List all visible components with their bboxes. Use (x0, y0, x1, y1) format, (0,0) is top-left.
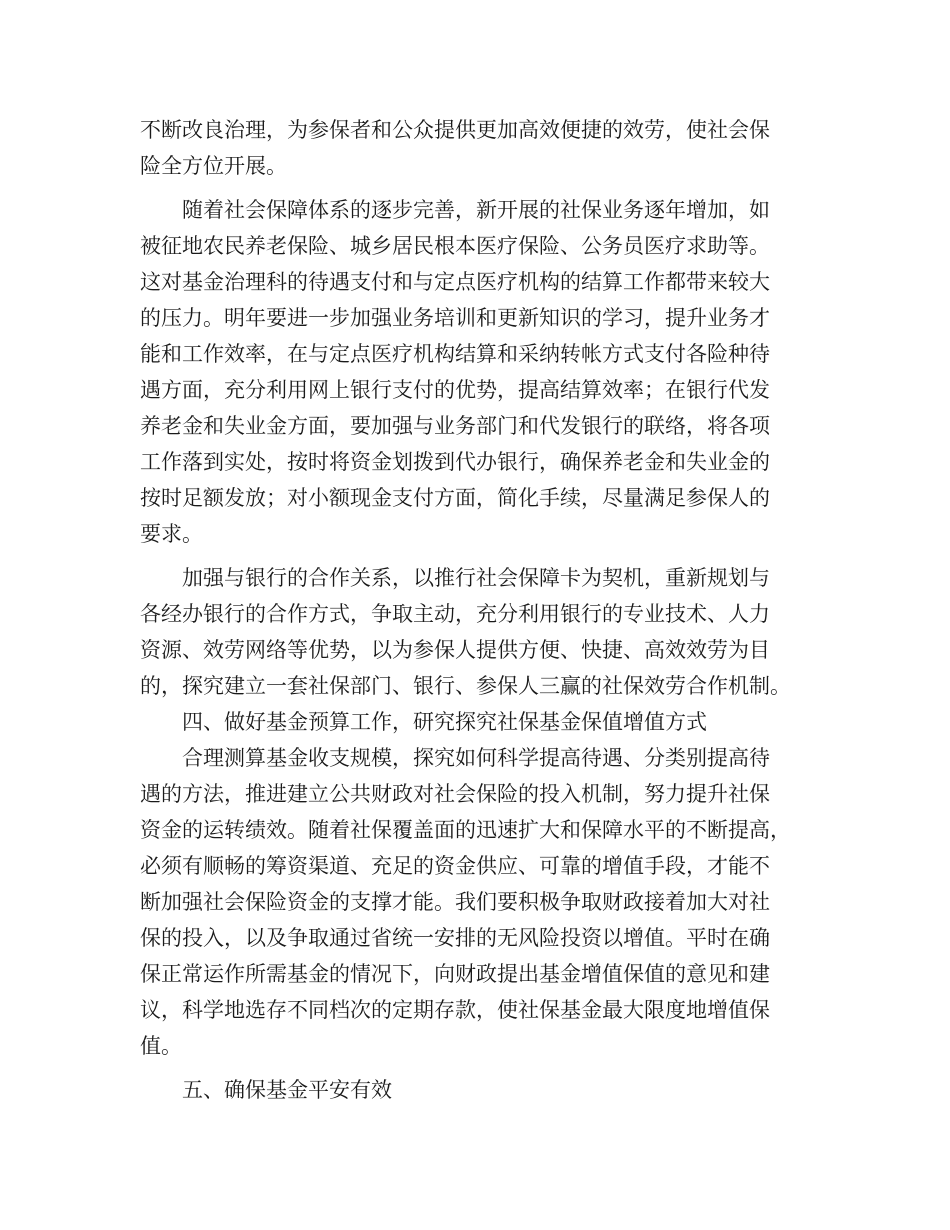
text-line: 养老金和失业金方面，要加强与业务部门和代发银行的联络，将各项 (140, 414, 770, 438)
text-line: 这对基金治理科的待遇支付和与定点医疗机构的结算工作都带来较大 (140, 270, 770, 294)
text-line: 要求。 (140, 522, 203, 546)
text-line: 能和工作效率，在与定点医疗机构结算和采纳转帐方式支付各险种待 (140, 342, 770, 366)
paragraph-bank-cooperation (140, 560, 812, 704)
text-line: 遇的方法，推进建立公共财政对社会保险的投入机制，努力提升社保 (140, 782, 770, 806)
section-heading-five: 五、确保基金平安有效 (182, 1078, 392, 1102)
text-line: 各经办银行的合作方式，争取主动，充分利用银行的专业技术、人力 (140, 602, 770, 626)
document-body (140, 112, 812, 1108)
text-line: 工作落到实处，按时将资金划拨到代办银行，确保养老金和失业金的 (140, 450, 770, 474)
text-line: 按时足额发放；对小额现金支付方面，简化手续，尽量满足参保人的 (140, 486, 770, 510)
text-line: 遇方面，充分利用网上银行支付的优势，提高结算效率；在银行代发 (140, 378, 770, 402)
text-line: 资金的运转绩效。随着社保覆盖面的迅速扩大和保障水平的不断提高， (140, 818, 791, 842)
text-line: 资源、效劳网络等优势，以为参保人提供方便、快捷、高效效劳为目 (140, 638, 770, 662)
section-heading-four: 四、做好基金预算工作，研究探究社保基金保值增值方式 (182, 710, 707, 734)
text-line: 必须有顺畅的筹资渠道、充足的资金供应、可靠的增值手段，才能不 (140, 854, 770, 878)
text-line: 被征地农民养老保险、城乡居民根本医疗保险、公务员医疗求助等。 (140, 234, 770, 258)
text-line: 保的投入，以及争取通过省统一安排的无风险投资以增值。平时在确 (140, 926, 770, 950)
text-line: 的，探究建立一套社保部门、银行、参保人三赢的社保效劳合作机制。 (140, 674, 791, 698)
text-line: 险全方位开展。 (140, 154, 287, 178)
text-line: 议，科学地选存不同档次的定期存款，使社保基金最大限度地增值保 (140, 998, 770, 1022)
text-line: 加强与银行的合作关系，以推行社会保障卡为契机，重新规划与 (182, 566, 770, 590)
text-line: 断加强社会保险资金的支撑才能。我们要积极争取财政接着加大对社 (140, 890, 770, 914)
text-line: 值。 (140, 1034, 182, 1058)
text-line: 的压力。明年要进一步加强业务培训和更新知识的学习，提升业务才 (140, 306, 770, 330)
text-line: 随着社会保障体系的逐步完善，新开展的社保业务逐年增加，如 (182, 198, 770, 222)
text-line: 合理测算基金收支规模，探究如何科学提高待遇、分类别提高待 (182, 746, 770, 770)
text-line: 不断改良治理，为参保者和公众提供更加高效便捷的效劳，使社会保 (140, 118, 770, 142)
paragraph-service-improvement (140, 112, 812, 184)
paragraph-fund-budget (140, 740, 812, 1064)
text-line: 保正常运作所需基金的情况下，向财政提出基金增值保值的意见和建 (140, 962, 770, 986)
paragraph-new-business (140, 192, 812, 552)
